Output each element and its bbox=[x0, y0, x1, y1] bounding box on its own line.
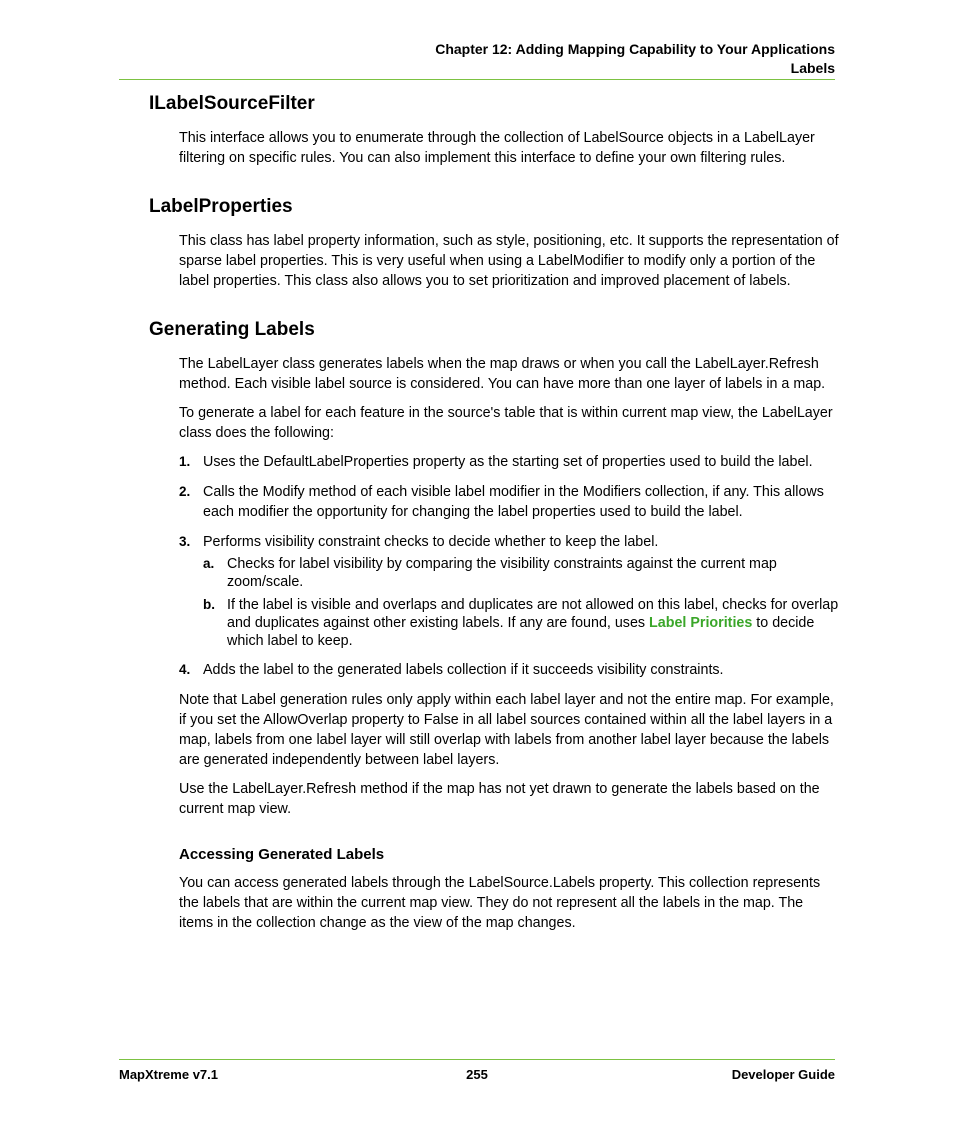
label-priorities-link[interactable]: Label Priorities bbox=[649, 615, 753, 631]
section-labelproperties bbox=[149, 194, 839, 291]
step-text: Calls the Modify method of each visible label modifier in the Modifiers collection, if any. This allows each modifier the opportunity for changing the label properties used to build the label. bbox=[203, 484, 824, 520]
page-number: 255 bbox=[466, 1067, 488, 1082]
step-text: Uses the DefaultLabelProperties property as the starting set of properties used to build the label. bbox=[203, 454, 813, 470]
substep-text-after: to decide which label to keep. bbox=[227, 615, 815, 649]
heading-labelproperties: LabelProperties bbox=[149, 196, 293, 217]
list-item bbox=[179, 452, 839, 472]
step-text: Adds the label to the generated labels collection if it succeeds visibility constraints. bbox=[203, 662, 724, 678]
step-number: 2. bbox=[179, 484, 191, 499]
step-number: 4. bbox=[179, 662, 191, 677]
list-item bbox=[179, 532, 839, 650]
section-accessing-generated-labels bbox=[149, 845, 839, 933]
footer-product: MapXtreme v7.1 bbox=[119, 1067, 218, 1082]
substep-text-before: If the label is visible and overlaps and duplicates are not allowed on this label, checks for overlap and duplicates against other existing labels. If any are found, uses bbox=[227, 597, 839, 631]
step-number: 3. bbox=[179, 534, 191, 549]
heading-ilabelsourcefilter: ILabelSourceFilter bbox=[149, 93, 315, 114]
substep-letter: b. bbox=[203, 597, 215, 612]
footer-guide: Developer Guide bbox=[731, 1067, 835, 1082]
paragraph: This interface allows you to enumerate through the collection of LabelSource objects in a LabelLayer filtering on specific rules. You can also implement this interface to define your own filtering rules. bbox=[179, 130, 815, 166]
header-rule bbox=[119, 79, 835, 80]
footer-rule bbox=[119, 1059, 835, 1060]
section-title: Labels bbox=[790, 60, 835, 76]
substep-letter: a. bbox=[203, 556, 215, 571]
paragraph: To generate a label for each feature in the source's table that is within current map view, the LabelLayer class does the following: bbox=[179, 405, 833, 441]
section-generating-labels bbox=[149, 317, 839, 819]
paragraph: Note that Label generation rules only apply within each label layer and not the entire map. For example, if you set the AllowOverlap property to False in all label sources contained within all the label layers in a map, labels from one label layer will still overlap with labels from another label layer because the labels are generated independently between label layers. bbox=[179, 692, 834, 768]
chapter-title: Chapter 12: Adding Mapping Capability to Your Applications bbox=[435, 41, 835, 57]
page-content bbox=[149, 91, 839, 942]
section-ilabelsourcefilter bbox=[149, 91, 839, 168]
heading-generating-labels: Generating Labels bbox=[149, 319, 315, 340]
list-item bbox=[179, 660, 839, 680]
running-header bbox=[435, 40, 835, 78]
paragraph: The LabelLayer class generates labels when the map draws or when you call the LabelLayer.Refresh method. Each visible label source is considered. You can have more than one layer of labels in a map. bbox=[179, 356, 826, 392]
paragraph: Use the LabelLayer.Refresh method if the map has not yet drawn to generate the labels based on the current map view. bbox=[179, 781, 820, 817]
step-text: Performs visibility constraint checks to decide whether to keep the label. bbox=[203, 534, 659, 550]
paragraph: You can access generated labels through the LabelSource.Labels property. This collection represents the labels that are within the current map view. They do not represent all the labels in the map. The items in the collection change as the view of the map changes. bbox=[179, 875, 821, 931]
paragraph: This class has label property information, such as style, positioning, etc. It supports the representation of sparse label properties. This is very useful when using a LabelModifier to modify only a portion of the label properties. This class also allows you to set prioritization and improved placement of labels. bbox=[179, 233, 839, 289]
list-item bbox=[203, 555, 839, 591]
list-item bbox=[179, 482, 839, 522]
substeps-list bbox=[203, 555, 839, 650]
substep-text: Checks for label visibility by comparing the visibility constraints against the current map zoom/scale. bbox=[227, 556, 777, 590]
list-item bbox=[203, 596, 839, 650]
heading-accessing-generated-labels: Accessing Generated Labels bbox=[179, 846, 385, 863]
steps-list bbox=[179, 452, 839, 680]
step-number: 1. bbox=[179, 454, 191, 469]
